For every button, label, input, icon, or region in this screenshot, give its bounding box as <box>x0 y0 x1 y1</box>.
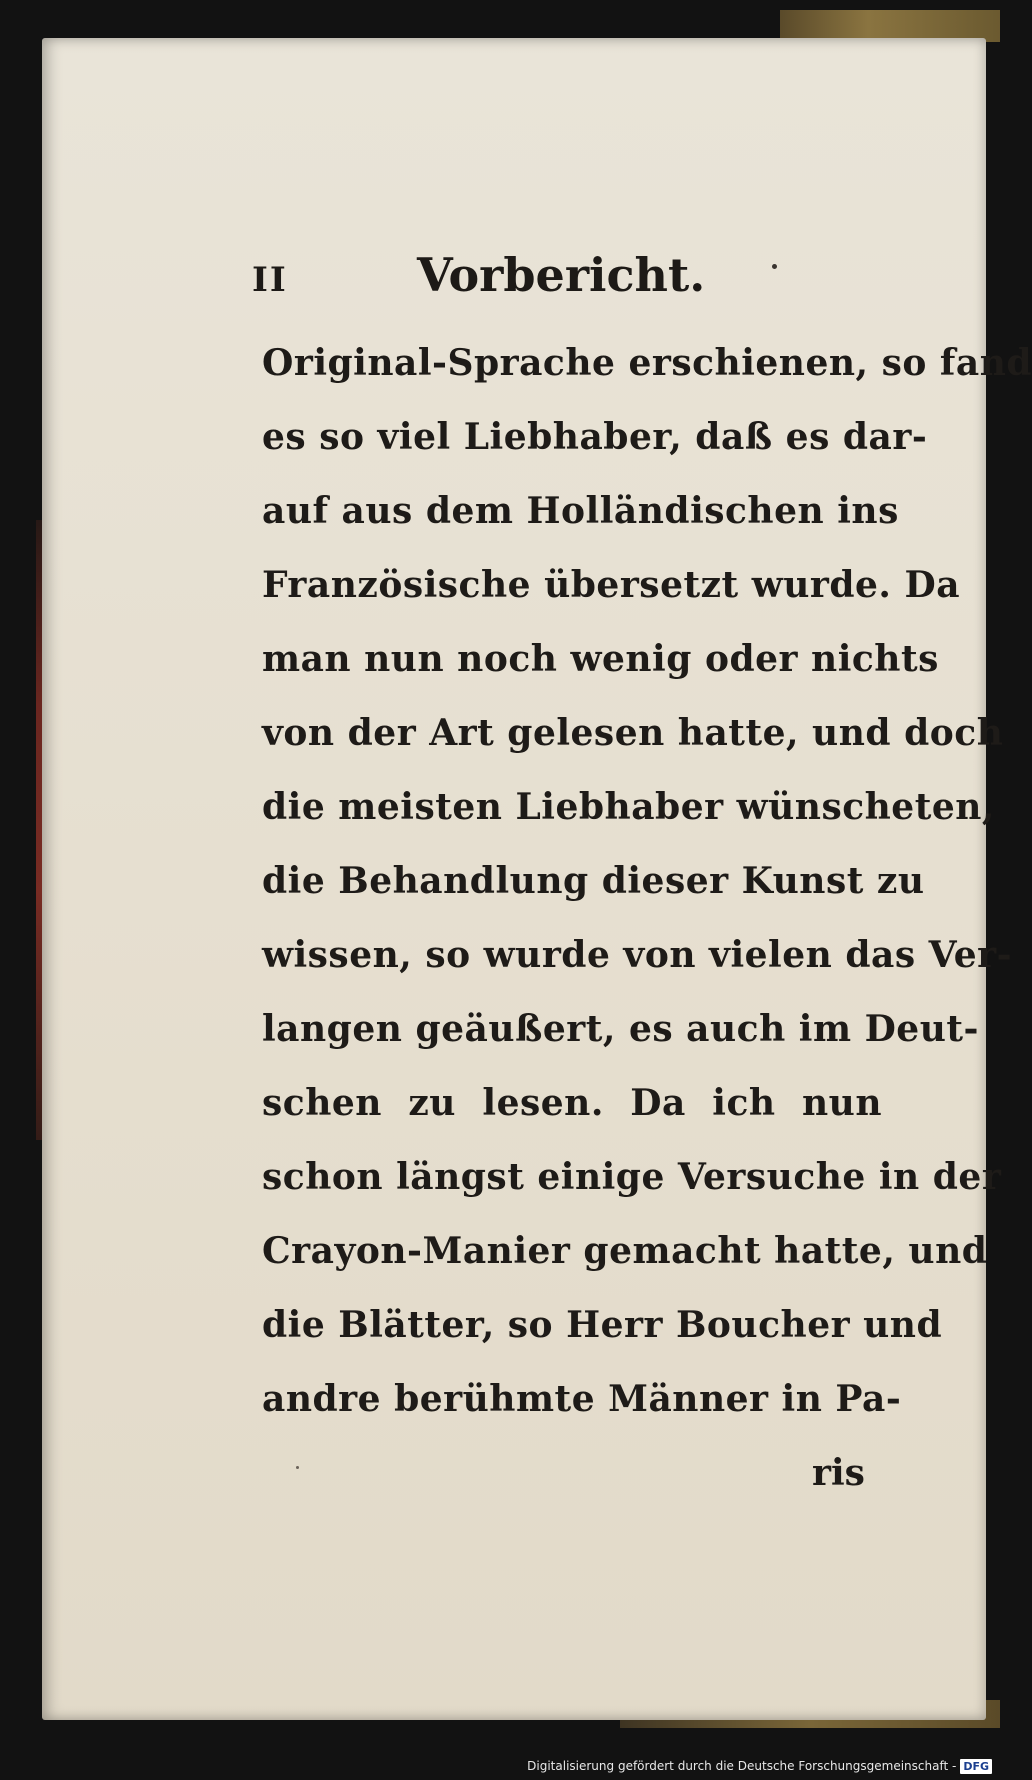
page-number: II <box>252 260 288 300</box>
text-line: schon längst einige Versuche in der <box>262 1156 1002 1198</box>
text-line: Französische übersetzt wurde. Da <box>262 564 961 606</box>
digitization-footer <box>527 1754 992 1778</box>
text-line: die Behandlung dieser Kunst zu <box>262 860 925 902</box>
funding-credit: Digitalisierung gefördert durch die Deutsche Forschungsgemeinschaft - <box>527 1759 957 1773</box>
text-line: auf aus dem Holländischen ins <box>262 490 899 532</box>
text-line: es so viel Liebhaber, daß es dar- <box>262 416 928 458</box>
text-line: langen geäußert, es auch im Deut- <box>262 1008 979 1050</box>
text-line: Crayon-Manier gemacht hatte, und <box>262 1230 988 1272</box>
text-line: Original-Sprache erschienen, so fand <box>262 342 1032 384</box>
paper-speck <box>296 1466 299 1469</box>
text-line: die Blätter, so Herr Boucher und <box>262 1304 943 1346</box>
page-header <box>252 248 812 308</box>
body-text <box>262 326 1032 1436</box>
ink-dot <box>772 264 777 269</box>
catchword: ris <box>812 1452 865 1494</box>
text-line: andre berühmte Männer in Pa- <box>262 1378 902 1420</box>
text-line: schen zu lesen. Da ich nun <box>262 1082 882 1124</box>
running-title: Vorbericht. <box>417 248 706 302</box>
text-line: die meisten Liebhaber wünscheten, <box>262 786 995 828</box>
text-line: wissen, so wurde von vielen das Ver- <box>262 934 1013 976</box>
text-line: von der Art gelesen hatte, und doch <box>262 712 1004 754</box>
dfg-logo: DFG <box>960 1759 992 1774</box>
text-line: man nun noch wenig oder nichts <box>262 638 939 680</box>
